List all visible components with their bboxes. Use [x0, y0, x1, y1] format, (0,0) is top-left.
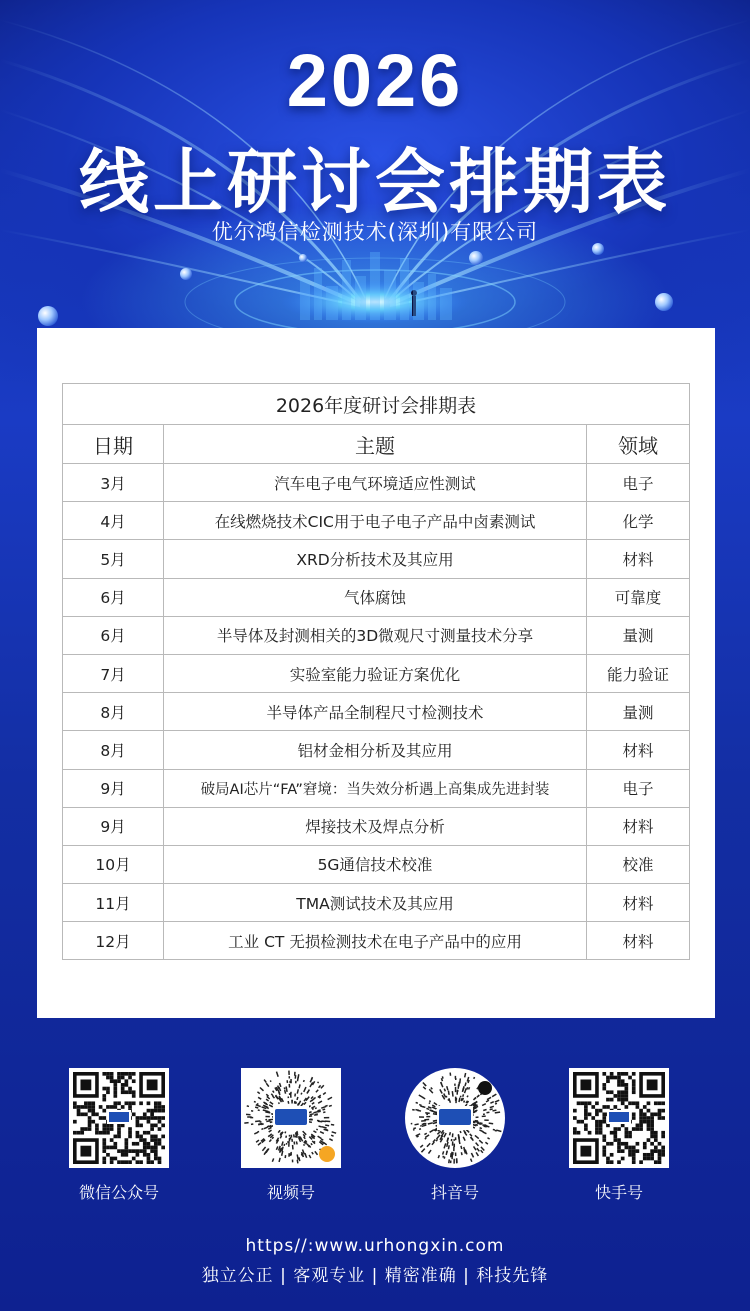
- row-field: 电子: [587, 769, 690, 807]
- row-field: 可靠度: [587, 578, 690, 616]
- row-topic: 汽车电子电气环境适应性测试: [164, 464, 587, 502]
- row-field: 材料: [587, 540, 690, 578]
- row-date: 8月: [63, 693, 164, 731]
- row-field: 量测: [587, 616, 690, 654]
- row-topic: 5G通信技术校准: [164, 845, 587, 883]
- company-name: 优尔鸿信检测技术(深圳)有限公司: [211, 220, 539, 244]
- city-skyline-decoration: [0, 230, 750, 340]
- channels-qr-block[interactable]: [241, 1068, 341, 1203]
- column-header-field: 领域: [587, 425, 690, 464]
- slogan: 独立公正 | 客观专业 | 精密准确 | 科技先锋: [201, 1266, 549, 1286]
- qr-code-icon[interactable]: [405, 1068, 505, 1168]
- table-row: [63, 731, 690, 769]
- row-field: 材料: [587, 731, 690, 769]
- row-topic: XRD分析技术及其应用: [164, 540, 587, 578]
- row-topic: TMA测试技术及其应用: [164, 884, 587, 922]
- table-body: [63, 464, 690, 960]
- table-row: [63, 540, 690, 578]
- qr-label-wechat: 微信公众号: [78, 1183, 159, 1202]
- qr-label-kuaishou: 快手号: [594, 1183, 643, 1202]
- row-date: 3月: [63, 464, 164, 502]
- row-field: 材料: [587, 922, 690, 960]
- row-date: 4月: [63, 502, 164, 540]
- table-row: [63, 845, 690, 883]
- wechat-qr-block[interactable]: [69, 1068, 169, 1203]
- row-date: 9月: [63, 769, 164, 807]
- row-field: 量测: [587, 693, 690, 731]
- table-row: [63, 693, 690, 731]
- table-row: [63, 922, 690, 960]
- row-field: 校准: [587, 845, 690, 883]
- qr-label-douyin: 抖音号: [430, 1183, 479, 1202]
- table-row: [63, 654, 690, 692]
- row-topic: 铝材金相分析及其应用: [164, 731, 587, 769]
- row-date: 6月: [63, 578, 164, 616]
- row-topic: 气体腐蚀: [164, 578, 587, 616]
- qr-code-icon[interactable]: [569, 1068, 669, 1168]
- row-date: 12月: [63, 922, 164, 960]
- schedule-table: [62, 383, 690, 960]
- row-topic: 工业 CT 无损检测技术在电子产品中的应用: [164, 922, 587, 960]
- page-title: 线上研讨会排期表: [79, 141, 671, 223]
- title-year: 2026: [286, 39, 464, 122]
- row-field: 材料: [587, 807, 690, 845]
- row-topic: 半导体及封测相关的3D微观尺寸测量技术分享: [164, 616, 587, 654]
- table-row: [63, 616, 690, 654]
- row-field: 电子: [587, 464, 690, 502]
- qr-label-channels: 视频号: [266, 1183, 315, 1202]
- schedule-card: [37, 328, 715, 1018]
- website-url[interactable]: https//:www.urhongxin.com: [245, 1236, 505, 1256]
- table-row: [63, 464, 690, 502]
- douyin-qr-block[interactable]: [405, 1068, 505, 1203]
- table-row: [63, 769, 690, 807]
- row-topic: 半导体产品全制程尺寸检测技术: [164, 693, 587, 731]
- column-header-topic: 主题: [164, 425, 587, 464]
- table-caption: 2026年度研讨会排期表: [63, 384, 690, 425]
- row-field: 能力验证: [587, 654, 690, 692]
- row-date: 9月: [63, 807, 164, 845]
- row-date: 10月: [63, 845, 164, 883]
- qr-code-icon[interactable]: [241, 1068, 341, 1168]
- row-field: 材料: [587, 884, 690, 922]
- table-row: [63, 807, 690, 845]
- row-topic: 破局AI芯片“FA”窘境：当失效分析遇上高集成先进封装: [164, 769, 587, 807]
- row-topic: 焊接技术及焊点分析: [164, 807, 587, 845]
- row-date: 7月: [63, 654, 164, 692]
- table-row: [63, 884, 690, 922]
- row-date: 8月: [63, 731, 164, 769]
- table-row: [63, 578, 690, 616]
- row-date: 11月: [63, 884, 164, 922]
- row-topic: 实验室能力验证方案优化: [164, 654, 587, 692]
- qr-code-icon[interactable]: [69, 1068, 169, 1168]
- row-field: 化学: [587, 502, 690, 540]
- row-date: 5月: [63, 540, 164, 578]
- row-topic: 在线燃烧技术CIC用于电子电子产品中卤素测试: [164, 502, 587, 540]
- table-row: [63, 502, 690, 540]
- row-date: 6月: [63, 616, 164, 654]
- kuaishou-qr-block[interactable]: [569, 1068, 669, 1203]
- column-header-date: 日期: [63, 425, 164, 464]
